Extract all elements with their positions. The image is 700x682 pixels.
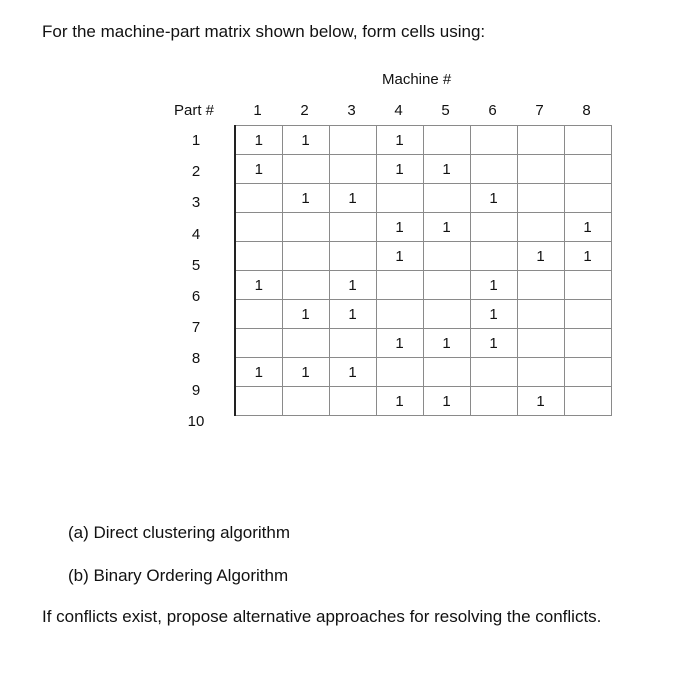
task-a-direct-clustering: (a) Direct clustering algorithm (68, 523, 291, 542)
matrix-row (235, 329, 611, 358)
matrix-cell: 1 (423, 155, 470, 184)
matrix-cell: 1 (376, 213, 423, 242)
matrix-row (235, 155, 611, 184)
matrix-cell (423, 358, 470, 387)
matrix-cell (376, 184, 423, 213)
matrix-cell (564, 184, 611, 213)
matrix-cell (517, 126, 564, 155)
matrix-cell (470, 387, 517, 416)
matrix-cell (517, 300, 564, 329)
matrix-cell (329, 213, 376, 242)
matrix-cell (564, 126, 611, 155)
machine-label: 3 (347, 102, 356, 119)
matrix-cell (517, 271, 564, 300)
machine-label: 7 (535, 102, 544, 119)
matrix-cell (376, 358, 423, 387)
machine-label: 5 (441, 102, 450, 119)
matrix-cell (282, 387, 329, 416)
matrix-cell: 1 (517, 242, 564, 271)
matrix-cell (470, 213, 517, 242)
matrix-cell (235, 329, 282, 358)
part-label: 7 (191, 319, 201, 337)
matrix-cell (470, 242, 517, 271)
matrix-row (235, 387, 611, 416)
machine-label: 2 (300, 102, 309, 119)
matrix-cell: 1 (282, 300, 329, 329)
matrix-cell: 1 (329, 184, 376, 213)
matrix-cell: 1 (470, 184, 517, 213)
part-axis-heading: Part # (174, 102, 215, 119)
machine-label: 6 (488, 102, 497, 119)
matrix-cell: 1 (282, 184, 329, 213)
matrix-cell: 1 (423, 329, 470, 358)
matrix-cell (235, 300, 282, 329)
matrix-cell (329, 155, 376, 184)
matrix-cell: 1 (564, 213, 611, 242)
machine-part-matrix (234, 125, 612, 416)
matrix-cell (470, 358, 517, 387)
matrix-cell (423, 300, 470, 329)
matrix-cell (423, 184, 470, 213)
matrix-cell (517, 213, 564, 242)
part-label: 1 (191, 132, 201, 149)
matrix-row (235, 300, 611, 329)
matrix-cell: 1 (329, 271, 376, 300)
part-label: 9 (191, 381, 201, 399)
matrix-cell: 1 (282, 358, 329, 387)
matrix-cell: 1 (329, 300, 376, 329)
matrix-cell: 1 (423, 213, 470, 242)
matrix-cell: 1 (423, 387, 470, 416)
matrix-cell (235, 213, 282, 242)
matrix-row (235, 358, 611, 387)
matrix-cell: 1 (235, 271, 282, 300)
matrix-cell (423, 242, 470, 271)
matrix-cell (564, 387, 611, 416)
matrix-cell: 1 (282, 126, 329, 155)
matrix-cell (282, 213, 329, 242)
matrix-cell (564, 155, 611, 184)
matrix-cell (470, 155, 517, 184)
matrix-cell (423, 271, 470, 300)
matrix-cell: 1 (235, 126, 282, 155)
matrix-cell (329, 242, 376, 271)
matrix-cell (282, 271, 329, 300)
machine-label: 8 (582, 102, 591, 119)
closing-instruction: If conflicts exist, propose alternative approaches for resolving the conflicts. (42, 607, 602, 626)
matrix-cell (376, 300, 423, 329)
part-number-labels (180, 125, 212, 437)
machine-label: 4 (394, 102, 403, 119)
matrix-cell (517, 184, 564, 213)
part-label: 6 (191, 287, 201, 305)
matrix-cell (517, 155, 564, 184)
matrix-cell (329, 387, 376, 416)
matrix-cell: 1 (376, 155, 423, 184)
matrix-cell (564, 271, 611, 300)
machine-axis-heading: Machine # (382, 71, 452, 88)
matrix-row (235, 242, 611, 271)
part-label: 3 (191, 194, 201, 212)
matrix-cell (564, 358, 611, 387)
matrix-cell: 1 (470, 300, 517, 329)
matrix-cell (517, 329, 564, 358)
matrix-cell (329, 126, 376, 155)
matrix-cell (235, 184, 282, 213)
matrix-cell (282, 155, 329, 184)
matrix-cell (235, 242, 282, 271)
matrix-cell (282, 329, 329, 358)
matrix-cell: 1 (329, 358, 376, 387)
problem-intro: For the machine-part matrix shown below, form cells using: (42, 22, 486, 41)
matrix-cell (329, 329, 376, 358)
matrix-cell: 1 (470, 271, 517, 300)
part-label: 10 (187, 412, 205, 430)
matrix-row (235, 213, 611, 242)
matrix-row (235, 126, 611, 155)
part-label: 4 (191, 225, 201, 243)
matrix-cell: 1 (376, 126, 423, 155)
matrix-cell: 1 (376, 242, 423, 271)
matrix-cell: 1 (376, 387, 423, 416)
machine-label: 1 (253, 102, 262, 119)
part-label: 8 (191, 350, 201, 368)
matrix-cell (470, 126, 517, 155)
matrix-cell (564, 329, 611, 358)
matrix-cell: 1 (235, 155, 282, 184)
matrix-cell (564, 300, 611, 329)
matrix-cell (517, 358, 564, 387)
part-label: 5 (191, 256, 201, 274)
matrix-cell: 1 (470, 329, 517, 358)
part-label: 2 (191, 163, 201, 181)
matrix-cell (376, 271, 423, 300)
matrix-cell: 1 (235, 358, 282, 387)
matrix-cell: 1 (376, 329, 423, 358)
task-b-binary-ordering: (b) Binary Ordering Algorithm (68, 566, 289, 585)
matrix-cell (282, 242, 329, 271)
matrix-cell: 1 (517, 387, 564, 416)
matrix-row (235, 184, 611, 213)
matrix-cell (235, 387, 282, 416)
matrix-row (235, 271, 611, 300)
machine-number-labels (234, 102, 612, 120)
matrix-cell (423, 126, 470, 155)
matrix-cell: 1 (564, 242, 611, 271)
